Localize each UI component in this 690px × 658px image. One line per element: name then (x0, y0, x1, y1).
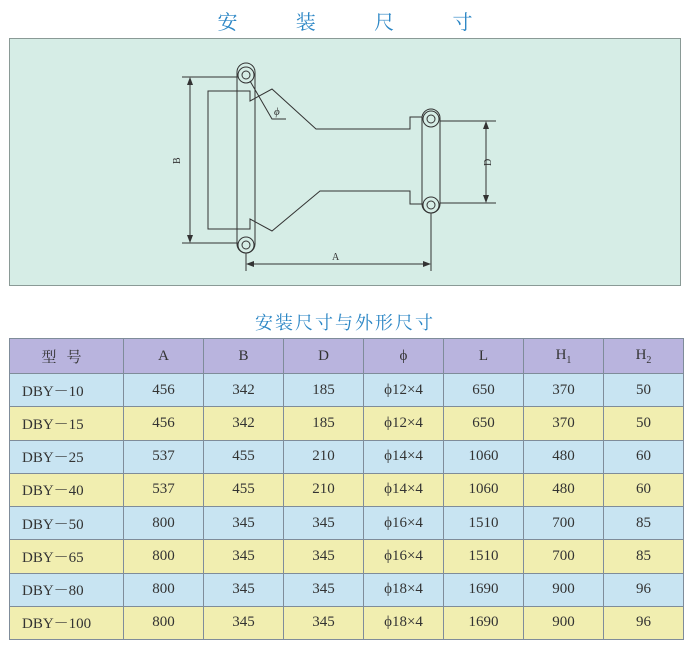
header-model: 型号 (10, 339, 124, 374)
cell-d: 345 (284, 540, 364, 573)
header-h2: $H_2$ (604, 339, 684, 374)
cell-a: 456 (124, 374, 204, 407)
cell-phi: ϕ18×4 (364, 573, 444, 606)
cell-d: 185 (284, 407, 364, 440)
cell-b: 455 (204, 473, 284, 506)
cell-model: DBY－25 (10, 440, 124, 473)
cell-h1: 900 (524, 573, 604, 606)
cell-l: 1690 (444, 606, 524, 639)
cell-d: 185 (284, 374, 364, 407)
cell-a: 537 (124, 440, 204, 473)
table-row (10, 407, 684, 440)
cell-model: DBY－10 (10, 374, 124, 407)
table-row (10, 507, 684, 540)
cell-h1: 480 (524, 440, 604, 473)
cell-model: DBY－50 (10, 507, 124, 540)
cell-d: 345 (284, 606, 364, 639)
table-row (10, 473, 684, 506)
cell-d: 345 (284, 573, 364, 606)
cell-d: 210 (284, 473, 364, 506)
table-row (10, 573, 684, 606)
header-d: D (284, 339, 364, 374)
cell-model: DBY－100 (10, 606, 124, 639)
cell-a: 800 (124, 540, 204, 573)
cell-a: 537 (124, 473, 204, 506)
dimension-table (9, 338, 684, 640)
cell-phi: ϕ14×4 (364, 473, 444, 506)
cell-l: 1060 (444, 473, 524, 506)
cell-a: 800 (124, 606, 204, 639)
table-header-row (10, 339, 684, 374)
cell-a: 456 (124, 407, 204, 440)
cell-a: 800 (124, 573, 204, 606)
left-bottom-bolt (238, 237, 254, 253)
table-row (10, 374, 684, 407)
cell-phi: ϕ14×4 (364, 440, 444, 473)
phi-label: ϕ (274, 106, 280, 118)
cell-model: DBY－40 (10, 473, 124, 506)
cell-l: 1510 (444, 507, 524, 540)
dimension-b-label: B (172, 157, 183, 164)
cell-phi: ϕ16×4 (364, 540, 444, 573)
cell-h1: 370 (524, 407, 604, 440)
cell-phi: ϕ18×4 (364, 606, 444, 639)
cell-model: DBY－65 (10, 540, 124, 573)
cell-h1: 480 (524, 473, 604, 506)
cell-model: DBY－15 (10, 407, 124, 440)
cell-h2: 60 (604, 473, 684, 506)
dimension-drawing (10, 39, 682, 287)
cell-b: 345 (204, 507, 284, 540)
cell-a: 800 (124, 507, 204, 540)
cell-h1: 700 (524, 507, 604, 540)
table-row (10, 606, 684, 639)
cell-h1: 900 (524, 606, 604, 639)
cell-l: 1060 (444, 440, 524, 473)
cell-phi: ϕ16×4 (364, 507, 444, 540)
left-top-bolt (238, 67, 254, 83)
cell-h2: 96 (604, 606, 684, 639)
cell-h2: 50 (604, 407, 684, 440)
cell-l: 650 (444, 374, 524, 407)
cell-d: 210 (284, 440, 364, 473)
right-bottom-bolt (423, 197, 439, 213)
installation-diagram (9, 38, 681, 286)
section-title: 安 装 尺 寸 (217, 10, 499, 34)
dimension-a-label: A (332, 252, 340, 263)
body-outline (208, 89, 422, 231)
header-b: B (204, 339, 284, 374)
cell-b: 342 (204, 374, 284, 407)
cell-h2: 96 (604, 573, 684, 606)
cell-l: 1510 (444, 540, 524, 573)
header-phi: ϕ (364, 339, 444, 374)
dimension-d-label: D (483, 158, 494, 166)
cell-l: 650 (444, 407, 524, 440)
cell-model: DBY－80 (10, 573, 124, 606)
cell-d: 345 (284, 507, 364, 540)
cell-b: 345 (204, 606, 284, 639)
cell-h1: 700 (524, 540, 604, 573)
cell-b: 455 (204, 440, 284, 473)
cell-b: 342 (204, 407, 284, 440)
cell-h1: 370 (524, 374, 604, 407)
cell-h2: 50 (604, 374, 684, 407)
cell-b: 345 (204, 540, 284, 573)
cell-phi: ϕ12×4 (364, 374, 444, 407)
cell-phi: ϕ12×4 (364, 407, 444, 440)
right-top-bolt (423, 111, 439, 127)
header-h1: $H_1$ (524, 339, 604, 374)
table-row (10, 440, 684, 473)
cell-h2: 60 (604, 440, 684, 473)
table-row (10, 540, 684, 573)
cell-b: 345 (204, 573, 284, 606)
cell-h2: 85 (604, 507, 684, 540)
cell-l: 1690 (444, 573, 524, 606)
table-title: 安装尺寸与外形尺寸 (255, 313, 435, 334)
header-a: A (124, 339, 204, 374)
cell-h2: 85 (604, 540, 684, 573)
header-l: L (444, 339, 524, 374)
